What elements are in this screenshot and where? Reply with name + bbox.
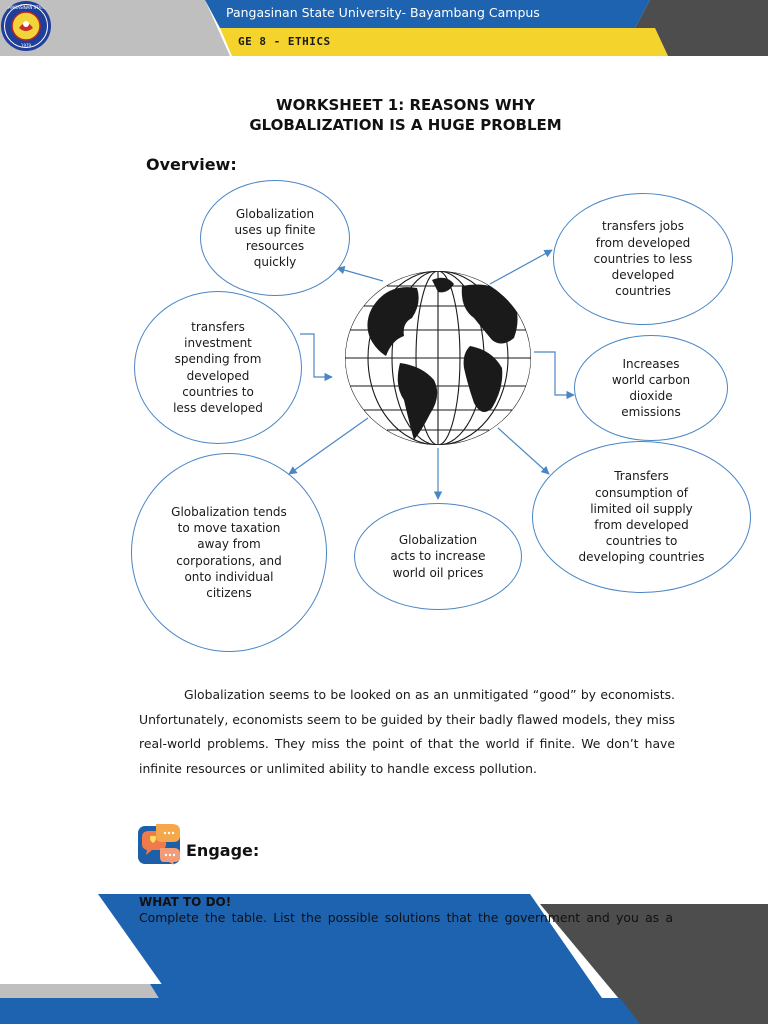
bubble-transfers-investment-text: transfers investment spending from developed countries to less developed: [173, 319, 263, 415]
title-line-1: WORKSHEET 1: REASONS WHY: [276, 96, 535, 114]
bubble-finite-resources: [200, 180, 350, 296]
overview-heading: Overview:: [146, 155, 237, 174]
bubble-transfers-jobs-text: transfers jobs from developed countries to less developed countries: [593, 219, 693, 299]
bubble-oil-prices: [354, 503, 522, 610]
globe-icon: [342, 268, 534, 448]
bubble-finite-resources-text: Globalization uses up finite resources quickly: [234, 206, 316, 270]
instructions-text: Complete the table. List the possible solutions that the government and you as a: [139, 910, 673, 925]
bubble-carbon-emissions: [574, 335, 728, 441]
arrow-to-globe-from-investment: [300, 334, 332, 377]
svg-text:1979: 1979: [20, 43, 32, 48]
overview-paragraph: Globalization seems to be looked on as an unmitigated “good” by economists. Unfortunately, economists seem to be guided by their badly flawed models, they miss real-world problems. They miss the point of that the world if finite. We don’t have infinite resources or unlimited ability to handle excess pollution.: [139, 687, 675, 776]
arrow-to-carbon-emissions: [534, 352, 574, 395]
bubble-transfers-jobs: [553, 193, 733, 325]
bubble-taxation-text: Globalization tends to move taxation away from corporations, and onto individual citizens: [171, 504, 287, 600]
course-code: GE 8 - ETHICS: [238, 35, 331, 48]
chat-bubbles-icon: [136, 822, 182, 866]
bubble-carbon-emissions-text: Increases world carbon dioxide emissions: [611, 356, 691, 420]
footer-banner: [0, 880, 768, 1024]
bubble-taxation: [131, 453, 327, 652]
svg-text:PANGASINAN STATE: PANGASINAN STATE: [6, 5, 46, 10]
university-name: Pangasinan State University- Bayambang Campus: [226, 5, 540, 20]
bubble-oil-consumption: [532, 441, 751, 593]
bubble-transfers-investment: [134, 291, 302, 444]
title-line-2: GLOBALIZATION IS A HUGE PROBLEM: [249, 116, 562, 134]
engage-heading: Engage:: [186, 841, 260, 860]
what-to-do-heading: WHAT TO DO!: [139, 895, 232, 909]
bubble-oil-prices-text: Globalization acts to increase world oil prices: [390, 533, 486, 580]
bubble-oil-consumption-text: Transfers consumption of limited oil supply from developed countries to developing countries: [578, 469, 705, 565]
